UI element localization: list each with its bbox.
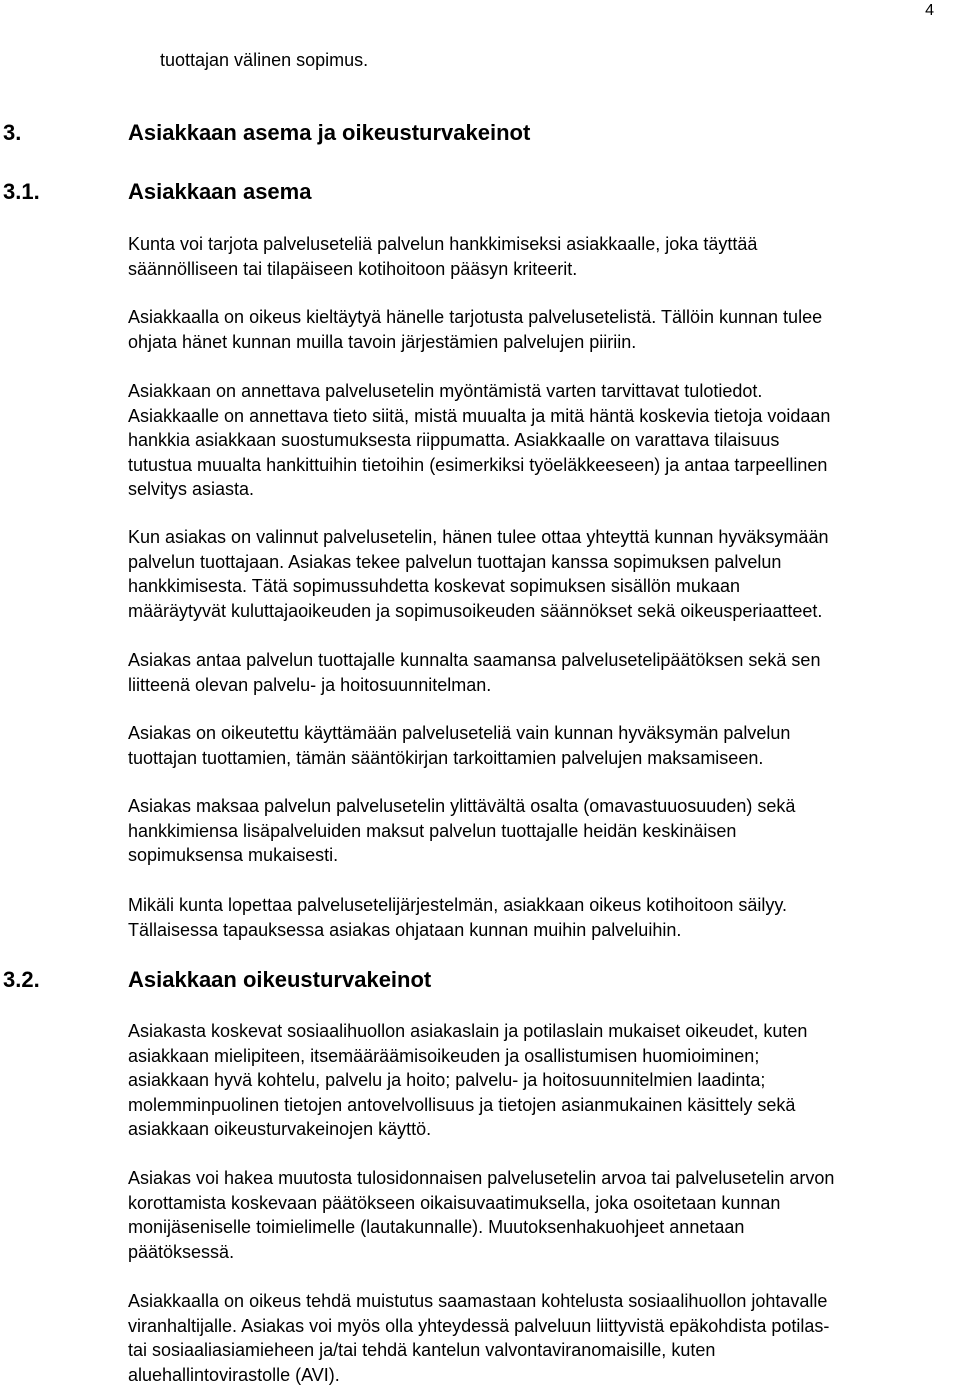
paragraph: Mikäli kunta lopettaa palvelusetelijärjestelmän, asiakkaan oikeus kotihoitoon säilyy. Tällaisessa tapauksessa asiakas ohjataan kunnan muihin palveluihin. xyxy=(128,895,788,940)
section-number: 3. xyxy=(3,120,22,145)
paragraph: Asiakkaalla on oikeus tehdä muistutus saamastaan kohtelusta sosiaalihuollon johtavalle viranhaltijalle. Asiakas voi myös olla yhteydessä palveluun liittyvistä epäkohdista potilas- tai sosiaaliasiamieheen ja/tai tehdä kantelun valvontaviranomaisille, kuten aluehallintovirastolle (AVI). xyxy=(128,1291,830,1385)
section-title: Asiakkaan oikeusturvakeinot xyxy=(128,967,432,992)
paragraph: Asiakas maksaa palvelun palvelusetelin ylittävältä osalta (omavastuuosuuden) sekä hankkimiensa lisäpalveluiden maksut palvelun tuottajalle heidän keskinäisen sopimuksensa mukaisesti. xyxy=(128,796,796,865)
section-number: 3.2. xyxy=(3,967,40,992)
section-title: Asiakkaan asema ja oikeusturvakeinot xyxy=(128,120,531,145)
page-number: 4 xyxy=(925,2,934,19)
section-number: 3.1. xyxy=(3,179,40,204)
intro-line: tuottajan välinen sopimus. xyxy=(160,50,369,70)
section-title: Asiakkaan asema xyxy=(128,179,312,204)
paragraph: Kunta voi tarjota palveluseteliä palvelun hankkimiseksi asiakkaalle, joka täyttää säännölliseen tai tilapäiseen kotihoitoon pääsyn kriteerit. xyxy=(128,234,758,279)
paragraph: Asiakasta koskevat sosiaalihuollon asiakaslain ja potilaslain mukaiset oikeudet, kuten asiakkaan mielipiteen, itsemääräämisoikeuden ja osallistumisen huomioiminen; asiakkaan hyvä kohtelu, palvelu ja hoito; palvelu- ja hoitosuunnitelmien laadinta; molemminpuolinen tietojen antovelvollisuus ja tietojen asianmukainen käsittely sekä asiakkaan oikeusturvakeinojen käyttö. xyxy=(128,1021,808,1139)
paragraph: Asiakkaan on annettava palvelusetelin myöntämistä varten tarvittavat tulotiedot. Asiakkaalle on annettava tieto siitä, mistä muualta ja mitä häntä koskevia tietoja voidaan hankkia asiakkaan suostumuksesta riippumatta. Asiakkaalle on varattava tilaisuus tutustua muualta hankittuihin tietoihin (esimerkiksi työeläkkeeseen) ja antaa tarpeellinen selvitys asiasta. xyxy=(128,381,831,499)
paragraph: Asiakas voi hakea muutosta tulosidonnaisen palvelusetelin arvoa tai palvelusetelin arvon korottamista koskevaan päätökseen oikaisuvaatimuksella, joka osoitetaan kunnan monijäseniselle toimielimelle (lautakunnalle). Muutoksenhakuohjeet annetaan päätöksessä. xyxy=(128,1168,835,1262)
paragraph: Kun asiakas on valinnut palvelusetelin, hänen tulee ottaa yhteyttä kunnan hyväksymään palvelun tuottajaan. Asiakas tekee palvelun tuottajan kanssa sopimuksen palvelun hankkimisesta. Tätä sopimussuhdetta koskevat sopimuksen sisällön mukaan määräytyvät kuluttajaoikeuden ja sopimusoikeuden säännökset sekä oikeusperiaatteet. xyxy=(128,527,829,621)
paragraph: Asiakas antaa palvelun tuottajalle kunnalta saamansa palvelusetelipäätöksen sekä sen liitteenä olevan palvelu- ja hoitosuunnitelman. xyxy=(128,650,821,695)
paragraph: Asiakas on oikeutettu käyttämään palveluseteliä vain kunnan hyväksymän palvelun tuottajan tuottamien, tämän sääntökirjan tarkoittamien palvelujen maksamiseen. xyxy=(128,723,791,768)
paragraph: Asiakkaalla on oikeus kieltäytyä hänelle tarjotusta palvelusetelistä. Tällöin kunnan tulee ohjata hänet kunnan muilla tavoin järjestämien palvelujen piiriin. xyxy=(128,307,823,352)
